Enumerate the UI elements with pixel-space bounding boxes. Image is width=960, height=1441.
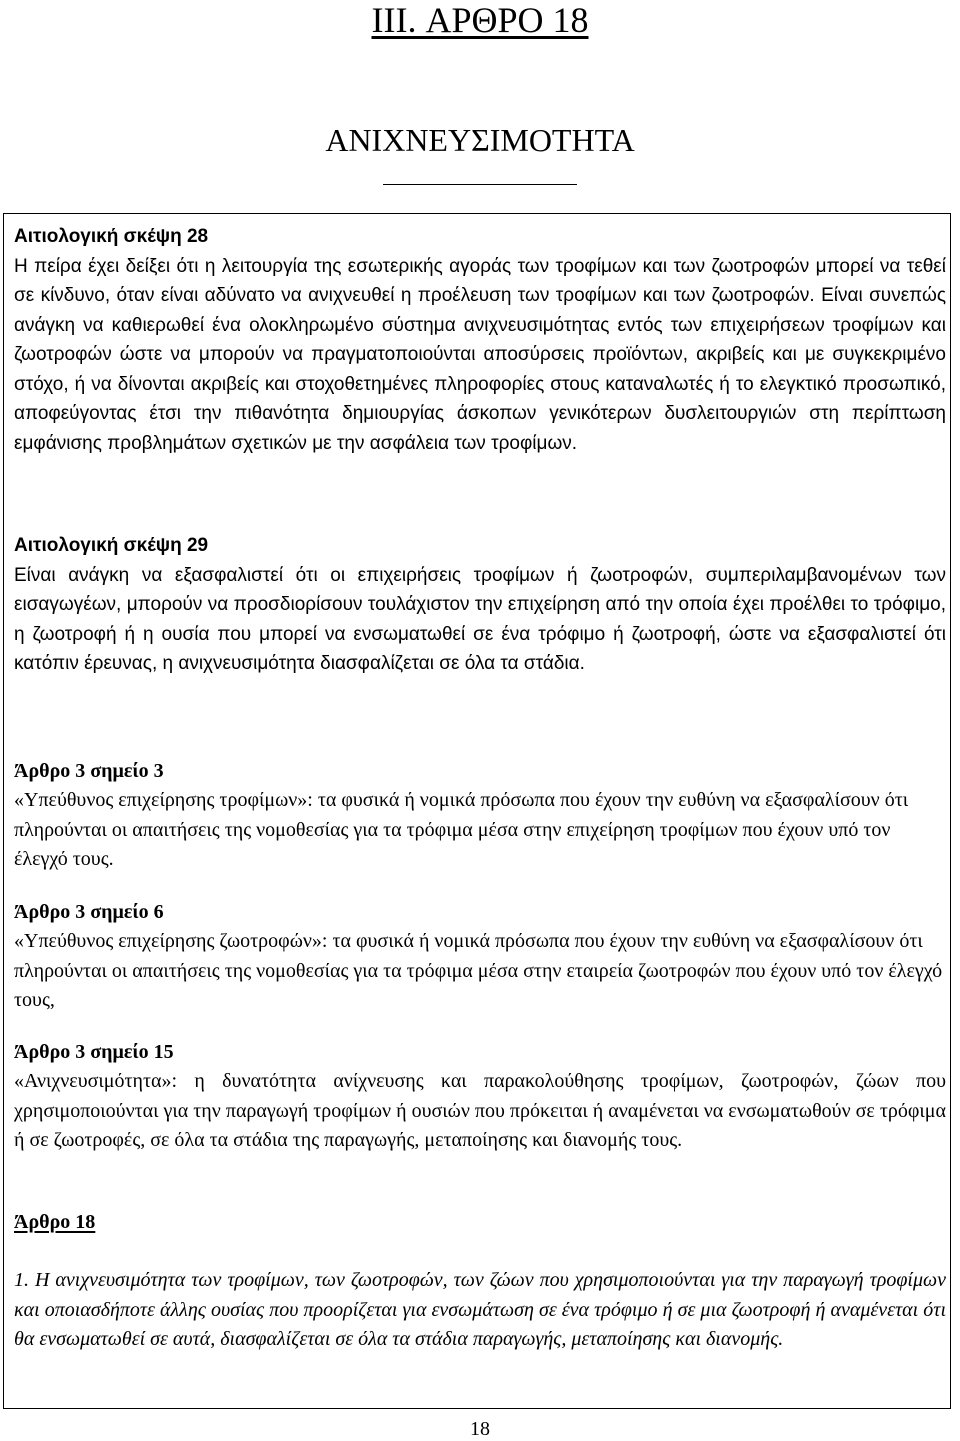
- definition-heading: Άρθρο 3 σημείο 3: [14, 760, 164, 782]
- article-18: [14, 1208, 946, 1354]
- definition-heading: Άρθρο 3 σημείο 6: [14, 901, 164, 923]
- page-number: 18: [470, 1418, 490, 1440]
- definition-text: «Ανιχνευσιμότητα»: η δυνατότητα ανίχνευσης και παρακολούθησης τροφίμων, ζωοτροφών, ζώων που χρησιμοποιούνται για την παραγωγή τροφίμων ή ουσιών που πρόκειται ή αναμένεται να ενσωματωθούν σε τρόφιμα ή σε ζωοτροφές, σε όλα τα στάδια της παραγωγής, μεταποίησης και διανομής τους.: [14, 1070, 946, 1151]
- definition-heading: Άρθρο 3 σημείο 15: [14, 1041, 174, 1063]
- spacer: [14, 1237, 946, 1266]
- recital-29: [14, 531, 946, 679]
- article-text: 1. Η ανιχνευσιμότητα των τροφίμων, των ζωοτροφών, των ζώων που χρησιμοποιούνται για την παραγωγή τροφίμων και οποιασδήποτε άλλης ουσίας που προορίζεται για ενσωμάτωση σε ένα τρόφιμο ή σε μια ζωοτροφή ή αναμένεται ότι θα ενσωματωθεί σε αυτά, διασφαλίζεται σε όλα τα στάδια παραγωγής, μεταποίησης και διανομής.: [14, 1269, 946, 1350]
- recital-28: [14, 222, 946, 458]
- recital-heading: Αιτιολογική σκέψη 28: [14, 226, 209, 247]
- title-divider: [383, 184, 577, 185]
- section-title: ΑΝΙΧΝΕΥΣΙΜΟΤΗΤΑ: [325, 122, 635, 158]
- definition-article-3-point-6: [14, 898, 946, 1015]
- recital-text: Είναι ανάγκη να εξασφαλιστεί ότι οι επιχειρήσεις τροφίμων ή ζωοτροφών, συμπεριλαμβανομένων των εισαγωγέων, μπορούν να προσδιορίσουν τουλάχιστον την επιχείρηση από την οποία έχει προέλθει το τρόφιμο, η ζωοτροφή ή η ουσία που μπορεί να ενσωματωθεί σε ένα τρόφιμο ή ζωοτροφή, ώστε να εξασφαλιστεί ότι κατόπιν έρευνας, η ανιχνευσιμότητα διασφαλίζεται σε όλα τα στάδια.: [14, 564, 946, 674]
- document-title: III. ΑΡΘΡΟ 18: [371, 0, 589, 40]
- definition-article-3-point-15: [14, 1038, 946, 1155]
- recital-heading: Αιτιολογική σκέψη 29: [14, 535, 209, 556]
- definition-article-3-point-3: [14, 757, 946, 874]
- definition-text: «Υπεύθυνος επιχείρησης ζωοτροφών»: τα φυσικά ή νομικά πρόσωπα που έχουν την ευθύνη να εξασφαλίσουν ότι πληρούνται οι απαιτήσεις της νομοθεσίας για τα τρόφιμα μέσα στην εταιρεία ζωοτροφών που έχουν υπό τον έλεγχό τους,: [14, 930, 943, 1011]
- definition-text: «Υπεύθυνος επιχείρησης τροφίμων»: τα φυσικά ή νομικά πρόσωπα που έχουν την ευθύνη να εξασφαλίσουν ότι πληρούνται οι απαιτήσεις της νομοθεσίας για τα τρόφιμα μέσα στην επιχείρηση τροφίμων που έχουν υπό τον έλεγχό τους.: [14, 789, 909, 870]
- recital-text: Η πείρα έχει δείξει ότι η λειτουργία της εσωτερικής αγοράς των τροφίμων και των ζωοτροφών μπορεί να τεθεί σε κίνδυνο, όταν είναι αδύνατο να ανιχνευθεί η προέλευση των τροφίμων και των ζωοτροφών. Είναι συνεπώς ανάγκη να καθιερωθεί ένα ολοκληρωμένο σύστημα ανιχνευσιμότητας εντός των επιχειρήσεων τροφίμων και ζωοτροφών ώστε να μπορούν να πραγματοποιούνται αποσύρσεις προϊόντων, ακριβείς και με συγκεκριμένο στόχο, ή να δίνονται ακριβείς και στοχοθετημένες πληροφορίες στους καταναλωτές ή το ελεγκτικό προσωπικό, αποφεύγοντας έτσι την πιθανότητα δημιουργίας άσκοπων γενικότερων δυσλειτουργιών στη περίπτωση εμφάνισης προβλημάτων σχετικών με την ασφάλεια των τροφίμων.: [14, 255, 946, 454]
- article-heading: Άρθρο 18: [14, 1211, 96, 1233]
